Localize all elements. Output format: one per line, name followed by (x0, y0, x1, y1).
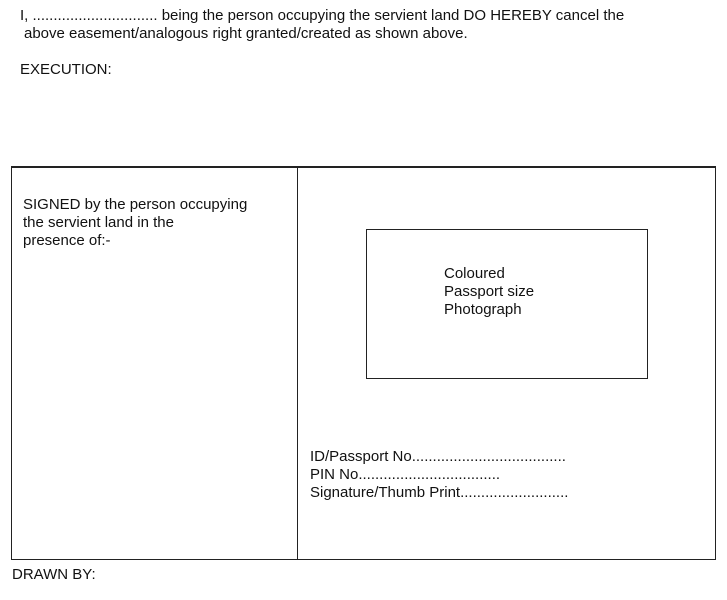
execution-label: EXECUTION: (20, 61, 112, 78)
column-divider (297, 168, 298, 559)
pin-field: PIN No.................................. (310, 466, 501, 483)
drawn-by-label: DRAWN BY: (12, 566, 96, 583)
passport-photo-box (366, 229, 648, 379)
photo-box-label (444, 265, 534, 319)
signatory-fields (310, 448, 568, 502)
signature-thumb-print-field: Signature/Thumb Print.......................... (310, 484, 569, 501)
declaration-line-1: I, .............................. being the person occupying the servient land DO HEREBY cancel the (20, 7, 625, 24)
photo-line-photograph: Photograph (444, 301, 522, 318)
photo-line-coloured: Coloured (444, 265, 505, 282)
photo-line-passport-size: Passport size (444, 283, 535, 300)
declaration-line-2: above easement/analogous right granted/created as shown above. (24, 25, 468, 42)
signed-by-text: SIGNED by the person occupying the servient land in the presence of:- (23, 196, 248, 249)
id-passport-field: ID/Passport No..................................... (310, 448, 566, 465)
execution-table (11, 166, 716, 560)
